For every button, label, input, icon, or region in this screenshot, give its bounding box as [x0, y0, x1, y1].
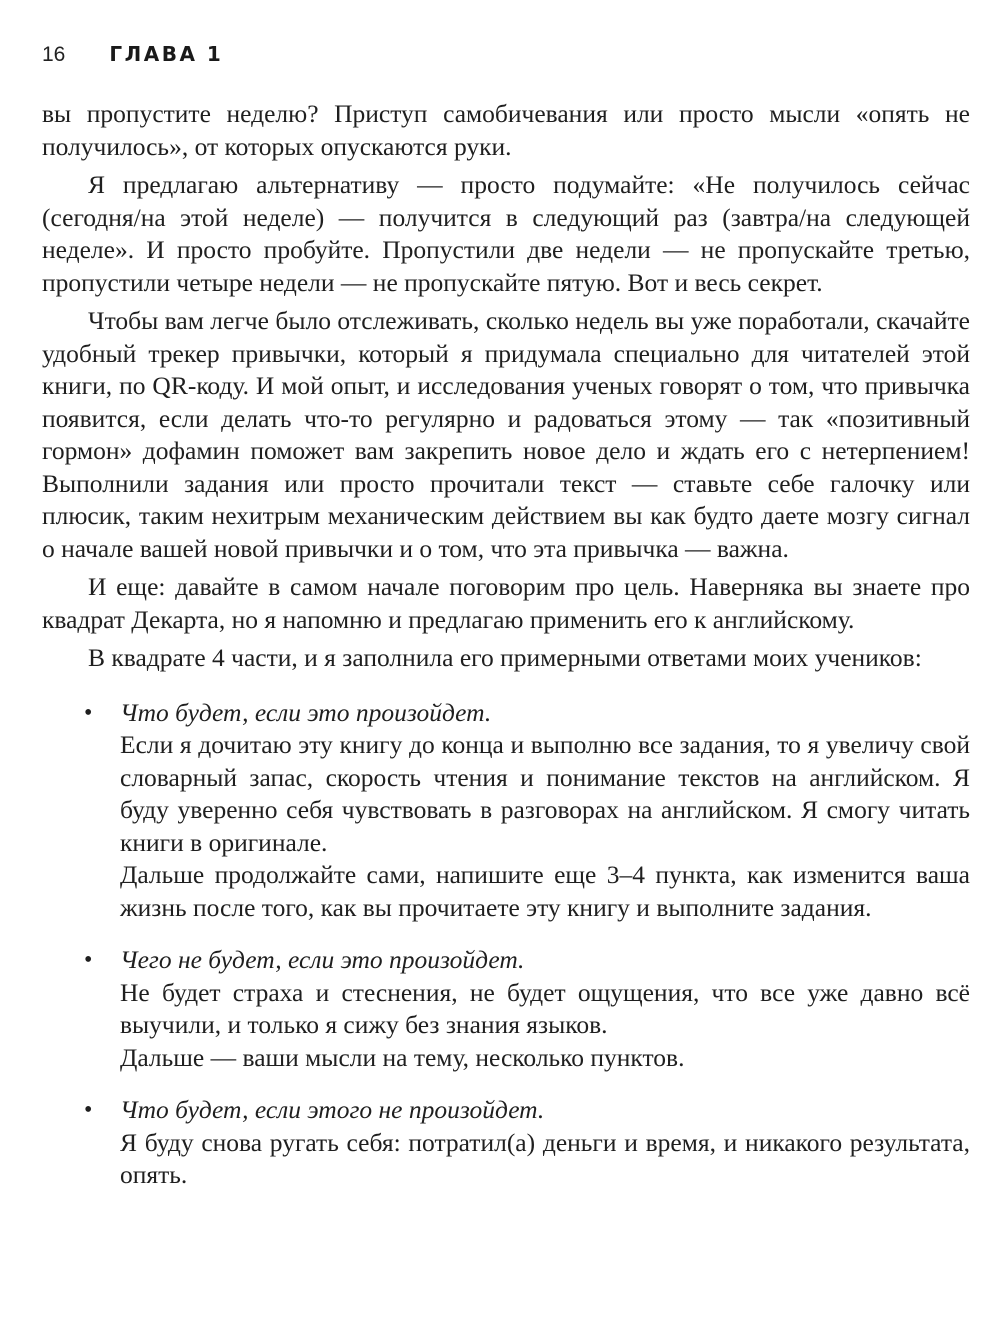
paragraph: И еще: давайте в самом начале поговорим про цель. Наверняка вы знаете про квадрат Декарта, но я напомню и предлагаю применить его к английскому.: [42, 572, 970, 634]
paragraph: вы пропустите неделю? Приступ самобичевания или просто мысли «опять не получилось», от которых опускаются руки.: [42, 99, 970, 161]
list-item: [42, 697, 970, 925]
bullet-text: Дальше продолжайте сами, напишите еще 3–4 пункта, как изменится ваша жизнь после того, как вы прочитаете эту книгу и выполните задания.: [120, 860, 970, 922]
list-item: [42, 944, 970, 1074]
bullet-title: Чего не будет, если это произойдет.: [120, 945, 525, 974]
page-header: [42, 42, 223, 72]
bullet-icon: •: [84, 947, 93, 973]
bullet-title: Что будет, если этого не произойдет.: [120, 1095, 545, 1124]
paragraph: В квадрате 4 части, и я заполнила его примерными ответами моих учеников:: [88, 643, 922, 672]
paragraph: Я предлагаю альтернативу — просто подумайте: «Не получилось сейчас (сегодня/на этой неделе) — получится в следующий раз (завтра/на следующей неделе». И просто пробуйте. Пропустили две недели — не пропускайте третью, пропустили четыре недели — не пропускайте пятую. Вот и весь секрет.: [42, 170, 970, 297]
list-item: [42, 1094, 970, 1192]
bullet-text: Если я дочитаю эту книгу до конца и выполню все задания, то я увеличу свой словарный запас, скорость чтения и понимание текстов на английском. Я буду уверенно себя чувствовать в разговорах на английском. Я смогу читать книги в оригинале.: [120, 730, 970, 857]
bullet-icon: •: [84, 1097, 93, 1123]
page-number: 16: [42, 43, 66, 66]
bullet-text: Не будет страха и стеснения, не будет ощущения, что все уже давно всё выучили, и только я сижу без знания языков.: [120, 977, 970, 1039]
bullet-text: Я буду снова ругать себя: потратил(а) деньги и время, и никакого результата, опять.: [120, 1127, 970, 1189]
bullet-list: [42, 697, 970, 1192]
paragraph: Чтобы вам легче было отслеживать, сколько недель вы уже поработали, скачайте удобный трекер привычки, который я придумала специально для читателей этой книги, по QR-коду. И мой опыт, и исследования ученых говорят о том, что привычка появится, если делать что-то регулярно и радоваться этому — так «позитивный гормон» дофамин поможет вам закрепить новое дело и ждать его с нетерпением! Выполнили задания или просто прочитали текст — ставьте себе галочку или плюсик, таким нехитрым механическим действием вы как будто даете мозгу сигнал о начале вашей новой привычки и о том, что эта привычка — важна.: [42, 306, 970, 563]
body-text: [42, 98, 970, 1212]
bullet-icon: •: [84, 699, 93, 726]
bullet-text: Дальше — ваши мысли на тему, несколько пунктов.: [120, 1042, 685, 1072]
chapter-title: ГЛАВА 1: [109, 42, 224, 66]
bullet-title: Что будет, если это произойдет.: [120, 697, 492, 727]
